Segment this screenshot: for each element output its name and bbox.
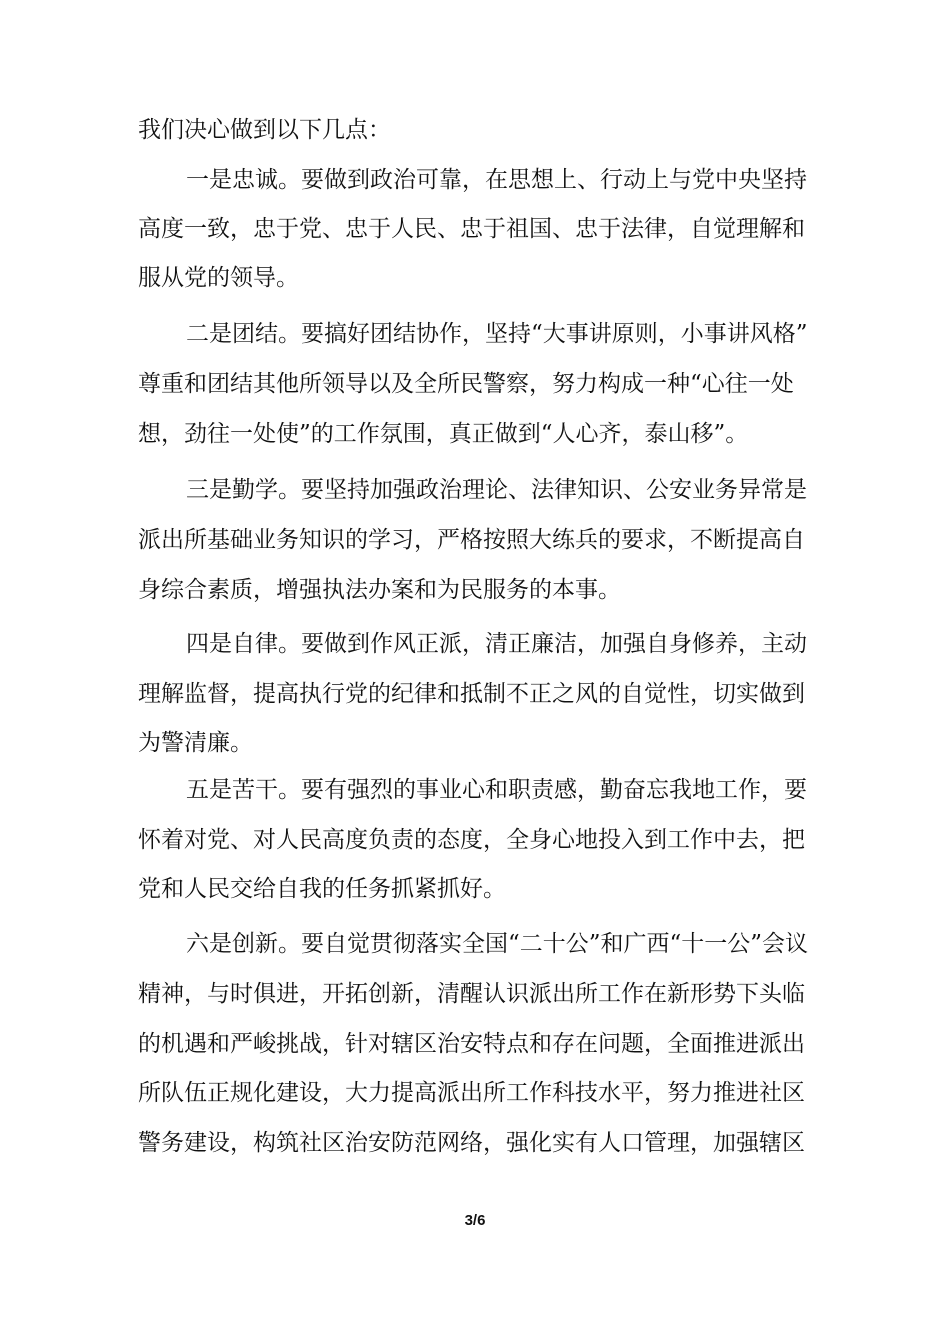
- paragraph-6-line-1: 六是创新。要自觉贯彻落实全国“二十公”和广西“十一公”会议: [186, 931, 809, 957]
- paragraph-3-line-2: 派出所基础业务知识的学习，严格按照大练兵的要求，不断提高自: [138, 527, 805, 553]
- paragraph-5-line-3: 党和人民交给自我的任务抓紧抓好。: [138, 876, 506, 902]
- paragraph-4-line-3: 为警清廉。: [138, 730, 253, 756]
- paragraph-5-line-1: 五是苦干。要有强烈的事业心和职责感，勤奋忘我地工作，要: [186, 777, 807, 803]
- paragraph-2-line-2: 尊重和团结其他所领导以及全所民警察，努力构成一种“心往一处: [138, 371, 794, 397]
- paragraph-2-line-3: 想，劲往一处使”的工作氛围，真正做到“人心齐，泰山移”。: [138, 421, 749, 447]
- paragraph-3-line-3: 身综合素质，增强执法办案和为民服务的本事。: [138, 577, 621, 603]
- paragraph-6-line-5: 警务建设，构筑社区治安防范网络，强化实有人口管理，加强辖区: [138, 1130, 805, 1156]
- paragraph-1-line-1: 一是忠诚。要做到政治可靠，在思想上、行动上与党中央坚持: [186, 167, 807, 193]
- paragraph-6-line-2: 精神，与时俱进，开拓创新，清醒认识派出所工作在新形势下头临: [138, 981, 805, 1007]
- paragraph-1-line-3: 服从党的领导。: [138, 265, 299, 291]
- paragraph-4-line-1: 四是自律。要做到作风正派，清正廉洁，加强自身修养，主动: [186, 631, 807, 657]
- paragraph-2-line-1: 二是团结。要搞好团结协作，坚持“大事讲原则，小事讲风格”: [186, 321, 808, 347]
- text-line: 我们决心做到以下几点：: [138, 117, 391, 143]
- paragraph-6-line-4: 所队伍正规化建设，大力提高派出所工作科技水平，努力推进社区: [138, 1080, 805, 1106]
- paragraph-6-line-3: 的机遇和严峻挑战，针对辖区治安特点和存在问题，全面推进派出: [138, 1031, 805, 1057]
- paragraph-3-line-1: 三是勤学。要坚持加强政治理论、法律知识、公安业务异常是: [186, 477, 807, 503]
- paragraph-1-line-2: 高度一致，忠于党、忠于人民、忠于祖国、忠于法律，自觉理解和: [138, 216, 805, 242]
- paragraph-5-line-2: 怀着对党、对人民高度负责的态度，全身心地投入到工作中去，把: [138, 827, 805, 853]
- page-number: 3/6: [464, 1212, 486, 1229]
- paragraph-4-line-2: 理解监督，提高执行党的纪律和抵制不正之风的自觉性，切实做到: [138, 681, 805, 707]
